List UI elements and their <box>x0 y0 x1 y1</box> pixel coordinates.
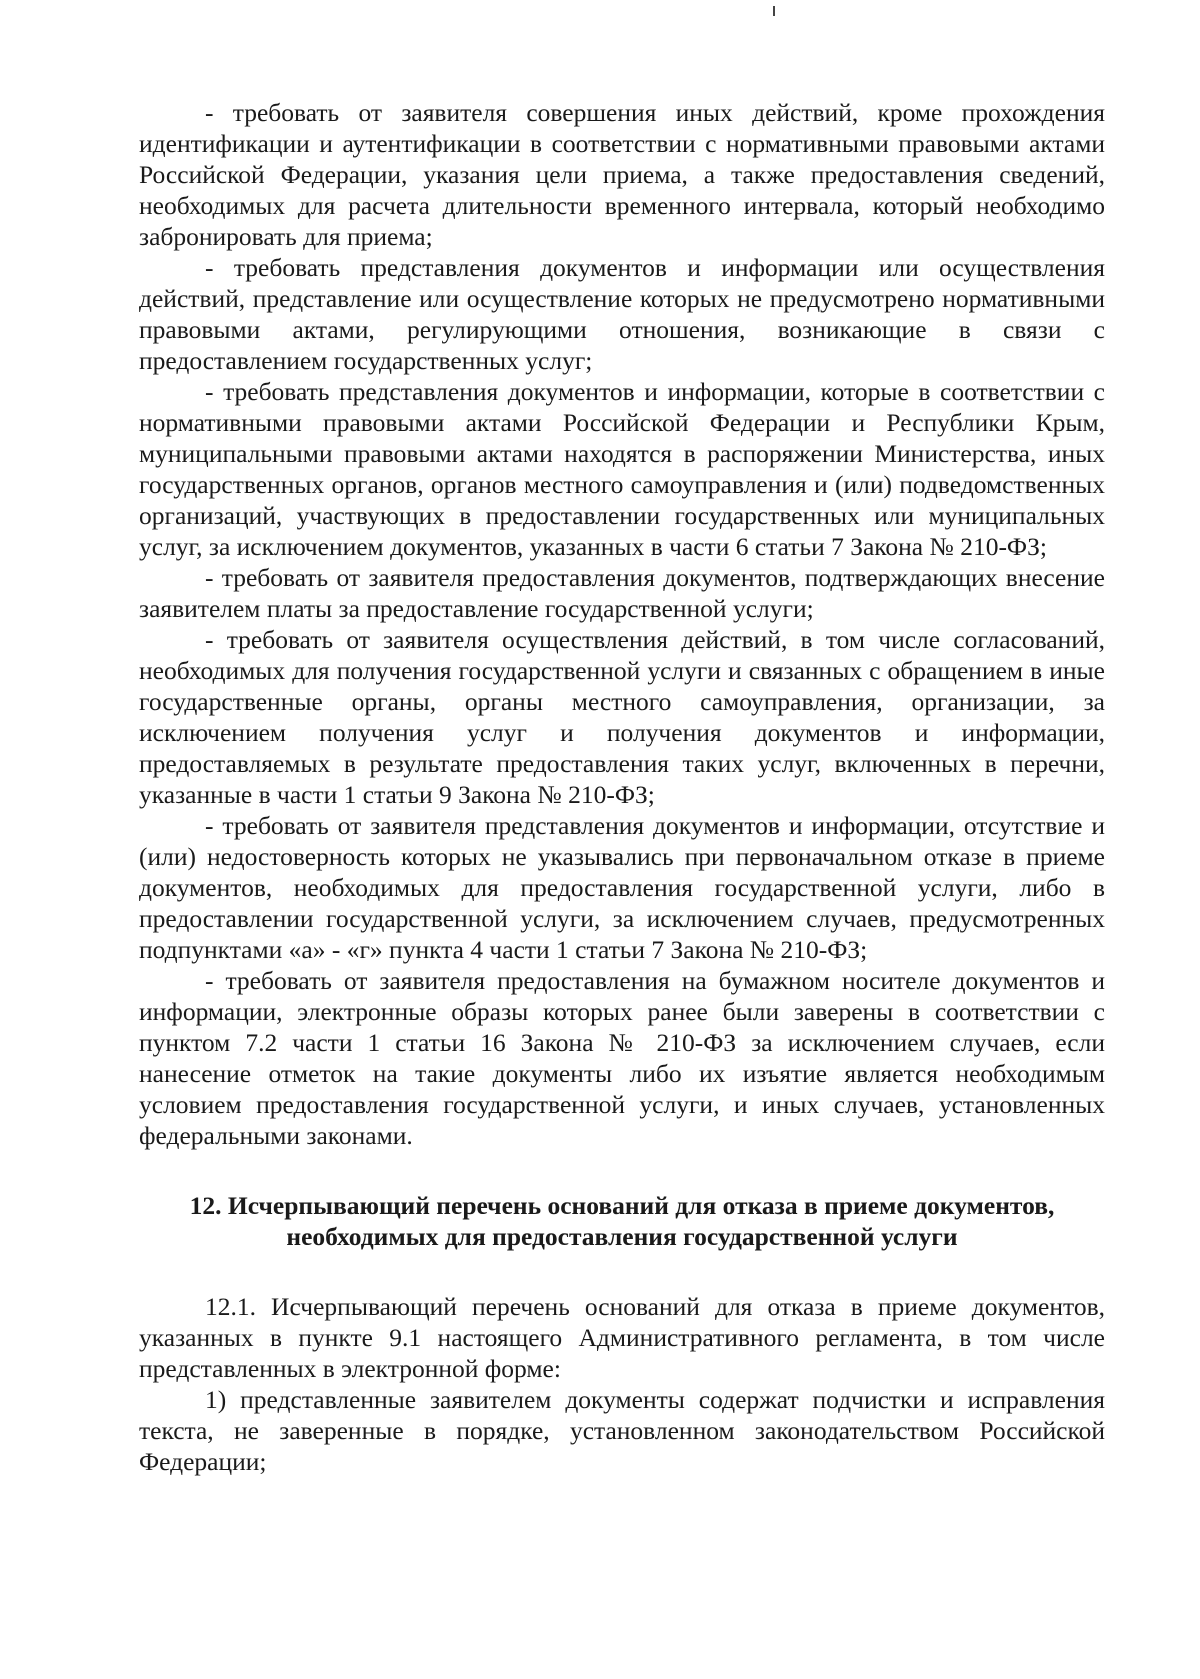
section-heading: 12. Исчерпывающий перечень оснований для отказа в приеме документов, необходимых для предоставления государственной услуги <box>189 1191 1055 1251</box>
scan-mark <box>773 6 775 16</box>
paragraph-requirement-6: - требовать от заявителя представления документов и информации, отсутствие и (или) недостоверность которых не указывались при первоначальном отказе в приеме документов, необходимых для предоставления государственной услуги, либо в предоставлении государственной услуги, за исключением случаев, предусмотренных подпунктами «а» - «г» пункта 4 части 1 статьи 7 Закона № 210-ФЗ; <box>139 811 1105 964</box>
paragraph-requirement-1: - требовать от заявителя совершения иных действий, кроме прохождения идентификации и аутентификации в соответствии с нормативными правовыми актами Российской Федерации, указания цели приема, а также предоставления сведений, необходимых для расчета длительности временного интервала, который необходимо забронировать для приема; <box>139 98 1105 251</box>
paragraph-12-1-item-1: 1) представленные заявителем документы содержат подчистки и исправления текста, не заверенные в порядке, установленном законодательством Российской Федерации; <box>139 1385 1105 1476</box>
paragraph-requirement-4: - требовать от заявителя предоставления документов, подтверждающих внесение заявителем платы за предоставление государственной услуги; <box>139 563 1105 623</box>
paragraph-requirement-2: - требовать представления документов и информации или осуществления действий, представление или осуществление которых не предусмотрено нормативными правовыми актами, регулирующими отношения, возникающие в связи с предоставлением государственных услуг; <box>139 253 1105 375</box>
paragraph-12-1: 12.1. Исчерпывающий перечень оснований для отказа в приеме документов, указанных в пункте 9.1 настоящего Административного регламента, в том числе представленных в электронной форме: <box>139 1292 1105 1383</box>
paragraph-requirement-3: - требовать представления документов и информации, которые в соответствии с нормативными правовыми актами Российской Федерации и Республики Крым, муниципальными правовыми актами находятся в распоряжении Министерства, иных государственных органов, органов местного самоуправления и (или) подведомственных организаций, участвующих в предоставлении государственных или муниципальных услуг, за исключением документов, указанных в части 6 статьи 7 Закона № 210-ФЗ; <box>139 377 1105 561</box>
paragraph-requirement-7: - требовать от заявителя предоставления на бумажном носителе документов и информации, электронные образы которых ранее были заверены в соответствии с пунктом 7.2 части 1 статьи 16 Закона № 210-ФЗ за исключением случаев, если нанесение отметок на такие документы либо их изъятие является необходимым условием предоставления государственной услуги, и иных случаев, установленных федеральными законами. <box>139 966 1105 1150</box>
document-body <box>139 97 1105 1477</box>
paragraph-requirement-5: - требовать от заявителя осуществления действий, в том числе согласований, необходимых для получения государственной услуги и связанных с обращением в иные государственные органы, органы местного самоуправления, организации, за исключением получения услуг и получения документов и информации, предоставляемых в результате предоставления таких услуг, включенных в перечни, указанные в части 1 статьи 9 Закона № 210-ФЗ; <box>139 625 1105 809</box>
